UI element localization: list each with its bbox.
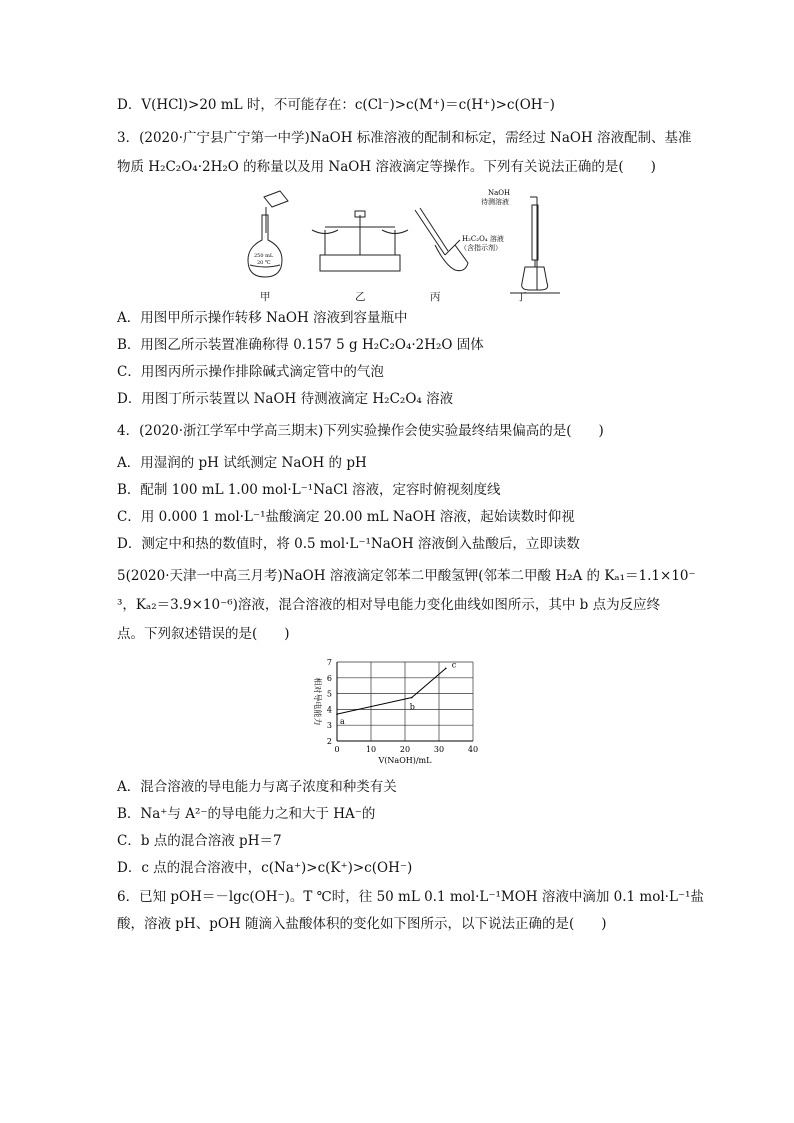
figure-label-jia: 甲 xyxy=(260,291,271,303)
data-point xyxy=(411,697,413,699)
q6-stem-2: 酸，溶液 pH、pOH 随滴入盐酸体积的变化如下图所示，以下说法正确的是( ) xyxy=(117,916,607,932)
x-tick-label: 30 xyxy=(433,745,445,754)
y-tick-label: 6 xyxy=(326,673,332,683)
burette-label-2: 待测溶液 xyxy=(481,198,509,206)
q5-stem-1: 5(2020·天津一中高三月考)NaOH 溶液滴定邻苯二甲酸氢钾(邻苯二甲酸 H₂A 的 Kₐ₁＝1.1×10⁻ xyxy=(117,568,696,584)
y-axis-label: 相对导电能力 xyxy=(313,677,322,726)
balance-icon xyxy=(312,211,408,271)
x-tick-label: 10 xyxy=(365,745,377,754)
q5-option-b: B．Na⁺与 A²⁻的导电能力之和大于 HA⁻的 xyxy=(117,806,376,822)
q3-stem-1: 3．(2020·广宁县广宁第一中学)NaOH 标准溶液的配制和标定，需经过 NaOH 溶液配制、基准 xyxy=(117,130,692,146)
x-axis-label: V(NaOH)/mL xyxy=(378,756,432,765)
q5-stem-3: 点。下列叙述错误的是( ) xyxy=(117,626,290,642)
flask-volume-text: 250 mL xyxy=(254,253,274,259)
y-tick-label: 7 xyxy=(326,658,332,667)
q4-stem: 4．(2020·浙江学军中学高三期末)下列实验操作会使实验最终结果偏高的是( ) xyxy=(117,423,604,439)
data-point xyxy=(445,668,447,670)
point-label: a xyxy=(340,717,345,727)
q5-option-d: D．c 点的混合溶液中，c(Na⁺)>c(K⁺)>c(OH⁻) xyxy=(117,860,413,876)
x-tick-label: 20 xyxy=(399,745,411,754)
y-tick-label: 5 xyxy=(326,689,332,699)
x-tick-label: 0 xyxy=(334,745,340,754)
q2-option-d: D．V(HCl)>20 mL 时，不可能存在：c(Cl⁻)>c(M⁺)＝c(H⁺)>c(OH⁻) xyxy=(117,97,555,113)
q5-option-a: A．混合溶液的导电能力与离子浓度和种类有关 xyxy=(117,779,397,795)
x-tick-label: 40 xyxy=(467,745,479,754)
burette-label-1: NaOH xyxy=(488,189,511,197)
apparatus-drawing xyxy=(240,185,570,305)
titration-setup-icon xyxy=(510,197,560,293)
flask2-label-1: H₂C₂O₄ 溶液 xyxy=(462,235,504,243)
figure-label-ding: 丁 xyxy=(516,291,527,303)
burette-bubble-icon xyxy=(415,208,468,271)
figure-label-yi: 乙 xyxy=(355,291,366,303)
apparatus-figure xyxy=(240,185,570,305)
series-line xyxy=(337,668,446,714)
data-point xyxy=(336,713,338,715)
q6-stem-1: 6．已知 pOH＝－lgc(OH⁻)。T ℃时，往 50 mL 0.1 mol·L⁻¹MOH 溶液中滴加 0.1 mol·L⁻¹盐 xyxy=(117,889,704,905)
chart-svg xyxy=(305,655,495,770)
q4-option-b: B．配制 100 mL 1.00 mol·L⁻¹NaCl 溶液，定容时俯视刻度线 xyxy=(117,482,501,498)
flask-temp-text: 20 ℃ xyxy=(257,260,271,266)
q3-option-d: D．用图丁所示装置以 NaOH 待测液滴定 H₂C₂O₄ 溶液 xyxy=(117,391,454,407)
conductivity-chart xyxy=(305,655,495,770)
q4-option-a: A．用湿润的 pH 试纸测定 NaOH 的 pH xyxy=(117,455,367,471)
q3-stem-2: 物质 H₂C₂O₄·2H₂O 的称量以及用 NaOH 溶液滴定等操作。下列有关说法正确的是( ) xyxy=(117,159,656,175)
q5-stem-2: ³，Kₐ₂＝3.9×10⁻⁶)溶液，混合溶液的相对导电能力变化曲线如图所示，其中 b 点为反应终 xyxy=(117,597,661,613)
y-tick-label: 4 xyxy=(326,705,332,715)
flask2-label-2: （含指示剂） xyxy=(460,244,502,252)
q4-option-c: C．用 0.000 1 mol·L⁻¹盐酸滴定 20.00 mL NaOH 溶液，起始读数时仰视 xyxy=(117,509,575,525)
q4-option-d: D．测定中和热的数值时，将 0.5 mol·L⁻¹NaOH 溶液倒入盐酸后，立即读数 xyxy=(117,536,580,552)
y-tick-label: 2 xyxy=(326,737,332,746)
q3-option-a: A．用图甲所示操作转移 NaOH 溶液到容量瓶中 xyxy=(117,310,408,326)
q5-option-c: C．b 点的混合溶液 pH＝7 xyxy=(117,833,282,849)
q3-option-b: B．用图乙所示装置准确称得 0.157 5 g H₂C₂O₄·2H₂O 固体 xyxy=(117,337,484,353)
figure-label-bing: 丙 xyxy=(430,291,441,303)
y-tick-label: 3 xyxy=(326,721,332,731)
q3-option-c: C．用图丙所示操作排除碱式滴定管中的气泡 xyxy=(117,364,384,380)
point-label: c xyxy=(451,660,457,670)
point-label: b xyxy=(409,702,415,712)
